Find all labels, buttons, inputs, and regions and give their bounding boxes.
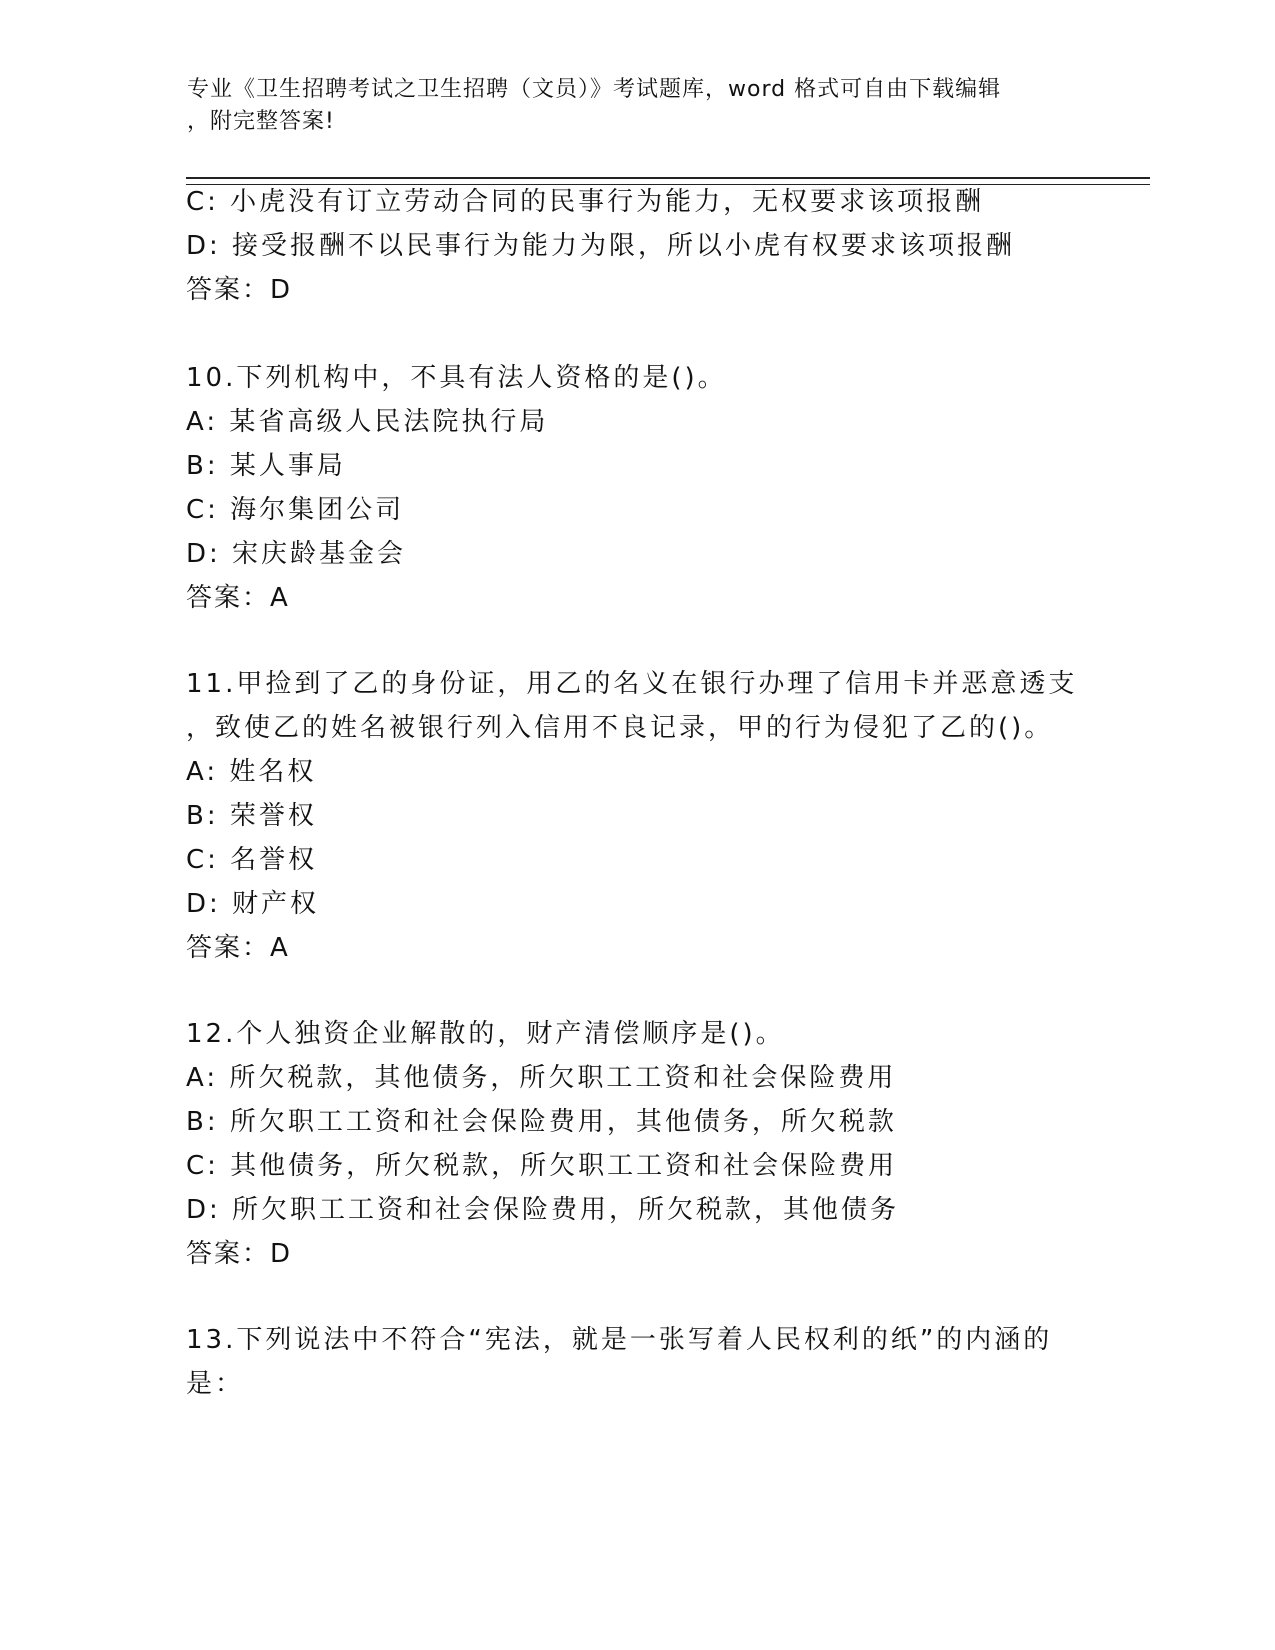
option-c: C: 其他债务，所欠税款，所欠职工工资和社会保险费用 bbox=[186, 1151, 898, 1181]
option-d: D: 接受报酬不以民事行为能力为限，所以小虎有权要求该项报酬 bbox=[186, 231, 1016, 261]
option-c: C: 名誉权 bbox=[186, 845, 318, 875]
option-a: A: 所欠税款，其他债务，所欠职工工资和社会保险费用 bbox=[186, 1063, 897, 1093]
question-stem: 10.下列机构中，不具有法人资格的是()。 bbox=[186, 363, 727, 393]
answer-line: 答案：A bbox=[186, 933, 290, 963]
question-stem-continued: ，致使乙的姓名被银行列入信用不良记录，甲的行为侵犯了乙的()。 bbox=[186, 713, 1054, 743]
option-d: D: 宋庆龄基金会 bbox=[186, 539, 407, 569]
question-stem: 13.下列说法中不符合“宪法，就是一张写着人民权利的纸”的内涵的 bbox=[186, 1325, 1053, 1355]
answer-line: 答案：D bbox=[186, 275, 293, 305]
option-d: D: 财产权 bbox=[186, 889, 320, 919]
question-stem: 12.个人独资企业解散的，财产清偿顺序是()。 bbox=[186, 1019, 785, 1049]
question-stem-continued: 是： bbox=[186, 1369, 245, 1399]
option-a: A: 姓名权 bbox=[186, 757, 317, 787]
header-line-1: 专业《卫生招聘考试之卫生招聘（文员）》考试题库，word 格式可自由下载编辑 bbox=[187, 77, 1002, 102]
option-d: D: 所欠职工工资和社会保险费用，所欠税款，其他债务 bbox=[186, 1195, 900, 1225]
option-a: A: 某省高级人民法院执行局 bbox=[186, 407, 549, 437]
answer-line: 答案：D bbox=[186, 1239, 293, 1269]
answer-line: 答案：A bbox=[186, 583, 290, 613]
document-header bbox=[187, 74, 1067, 138]
option-b: B: 荣誉权 bbox=[186, 801, 317, 831]
option-b: B: 所欠职工工资和社会保险费用，其他债务，所欠税款 bbox=[186, 1107, 897, 1137]
question-stem: 11.甲捡到了乙的身份证，用乙的名义在银行办理了信用卡并恶意透支 bbox=[186, 669, 1078, 699]
header-line-2: ，附完整答案! bbox=[187, 109, 335, 134]
option-c: C: 小虎没有订立劳动合同的民事行为能力，无权要求该项报酬 bbox=[186, 187, 985, 217]
option-c: C: 海尔集团公司 bbox=[186, 495, 405, 525]
option-b: B: 某人事局 bbox=[186, 451, 346, 481]
